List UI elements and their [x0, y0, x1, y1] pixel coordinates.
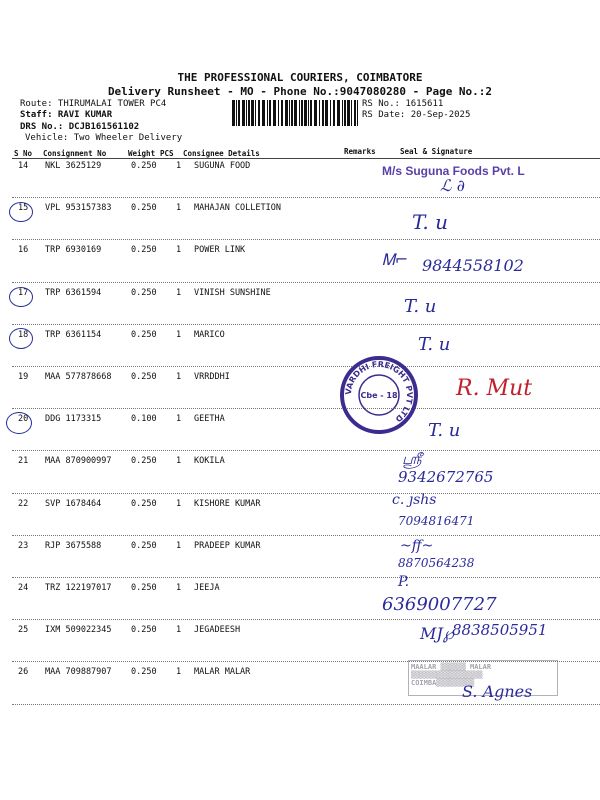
col-pcs: PCS	[160, 149, 174, 158]
row-pcs: 1	[176, 287, 182, 298]
row-pcs: 1	[176, 329, 182, 340]
phone-21: 9342672765	[398, 468, 494, 486]
row-divider	[12, 366, 600, 367]
row-sno: 19	[18, 372, 29, 382]
document-title: THE PROFESSIONAL COURIERS, COIMBATORE	[177, 71, 423, 84]
signature-21-icon: ஸ்ரீ	[402, 450, 422, 468]
svg-text:VARDHI FREIGHT PVT LTD: VARDHI FREIGHT PVT LTD	[343, 359, 415, 424]
row-consignee: MARICO	[194, 329, 225, 340]
row-consignment: TRZ 122197017	[45, 583, 112, 593]
row-weight: 0.250	[131, 287, 157, 298]
phone-25: 8838505951	[452, 621, 548, 639]
row-pcs: 1	[176, 372, 182, 382]
name-24: P.	[398, 574, 410, 590]
staff-label: Staff: RAVI KUMAR	[20, 110, 113, 120]
row-pcs: 1	[176, 540, 182, 551]
signature-22-icon: c. ȷshs	[392, 492, 437, 508]
drs-label: DRS No.: DCJB161561102	[20, 122, 140, 132]
row-sno: 16	[18, 245, 29, 256]
sign-26: S. Agnes	[462, 682, 533, 701]
sign-tu-15: T. u	[412, 210, 448, 234]
row-consignment: MAA 577878668	[45, 372, 112, 382]
row-sno: 23	[18, 540, 29, 551]
row-weight: 0.250	[131, 498, 157, 509]
row-sno: 21	[18, 456, 29, 467]
row-weight: 0.250	[131, 667, 157, 678]
row-divider	[12, 493, 600, 494]
row-sno: 25	[18, 625, 29, 636]
row-consignment: NKL 3625129	[45, 161, 102, 171]
signature-23-icon: ~ff~	[400, 538, 434, 554]
sign-r-mut: R. Mut	[456, 376, 533, 401]
row-sno: 26	[18, 667, 29, 678]
sno-circle-20	[6, 412, 32, 434]
row-consignee: KISHORE KUMAR	[194, 498, 261, 509]
row-sno: 22	[18, 498, 29, 509]
row-pcs: 1	[176, 667, 182, 678]
col-consignee: Consignee Details	[183, 149, 260, 158]
row-weight: 0.250	[131, 540, 157, 551]
suguna-stamp: M/s Suguna Foods Pvt. L	[382, 164, 525, 178]
row-consignment: RJP 3675588	[45, 540, 102, 551]
row-consignee: POWER LINK	[194, 245, 246, 256]
row-pcs: 1	[176, 625, 182, 636]
row-consignment: SVP 1678464	[45, 498, 102, 509]
row-sno: 17	[18, 287, 29, 298]
row-consignee: SUGUNA FOOD	[194, 161, 251, 171]
row-weight: 0.250	[131, 456, 157, 467]
row-divider	[12, 535, 600, 536]
row-consignee: MALAR MALAR	[194, 667, 251, 678]
header-divider	[12, 158, 600, 159]
row-sno: 15	[18, 203, 29, 214]
phone-22: 7094816471	[398, 514, 475, 528]
signature-25-icon: MJ℘	[420, 624, 454, 643]
sign-tu-18: T. u	[418, 334, 451, 355]
faded-rect-stamp: MAALAR ▒▒▒▒▒▒ MALAR ▒▒▒▒▒▒▒▒▒▒▒▒▒▒▒▒▒ COIMBA▒▒▒▒▒▒▒▒▒	[408, 660, 558, 696]
vehicle-label: Vehicle: Two Wheeler Delivery	[25, 133, 183, 143]
row-consignee: PRADEEP KUMAR	[194, 540, 261, 551]
row-weight: 0.250	[131, 625, 157, 636]
row-weight: 0.250	[131, 583, 157, 593]
sno-circle-18	[9, 328, 33, 349]
phone-23: 8870564238	[398, 556, 475, 570]
row-sno: 14	[18, 161, 29, 171]
row-pcs: 1	[176, 456, 182, 467]
row-consignee: VRRDDHI	[194, 372, 230, 382]
sign-tu-17: T. u	[404, 296, 437, 317]
row-pcs: 1	[176, 203, 182, 214]
row-weight: 0.250	[131, 203, 157, 214]
row-consignee: JEGADEESH	[194, 625, 241, 636]
row-consignment: TRP 6361594	[45, 287, 102, 298]
row-consignment: MAA 709887907	[45, 667, 112, 678]
sign-tu-20: T. u	[428, 420, 461, 441]
row-consignee: GEETHA	[194, 414, 225, 425]
row-divider	[12, 577, 600, 578]
document-subtitle: Delivery Runsheet - MO - Phone No.:9047080280 - Page No.:2	[107, 85, 493, 98]
row-consignment: IXM 509022345	[45, 625, 112, 636]
col-consignment: Consignment No	[43, 149, 107, 158]
phone-16: 9844558102	[422, 256, 524, 275]
row-consignee: VINISH SUNSHINE	[194, 287, 271, 298]
col-weight: Weight	[128, 149, 156, 158]
sno-circle-15	[9, 202, 33, 222]
rs-date: RS Date: 20-Sep-2025	[362, 110, 471, 120]
row-weight: 0.250	[131, 329, 157, 340]
row-consignment: TRP 6361154	[45, 329, 102, 340]
rs-number: RS No.: 1615611	[362, 99, 444, 109]
row-consignment: DDG 1173315	[45, 414, 102, 425]
row-weight: 0.100	[131, 414, 157, 425]
signature-16-icon: Ꮇ⌐	[382, 250, 409, 269]
row-pcs: 1	[176, 583, 182, 593]
row-sno: 20	[18, 414, 29, 425]
row-consignee: MAHAJAN COLLETION	[194, 203, 281, 214]
row-divider	[12, 282, 600, 283]
row-divider	[12, 408, 600, 409]
route-label: Route: THIRUMALAI TOWER PC4	[20, 99, 167, 109]
row-consignee: KOKILA	[194, 456, 225, 467]
row-divider	[12, 197, 600, 198]
row-divider	[12, 704, 600, 705]
row-divider	[12, 239, 600, 240]
row-consignment: MAA 870900997	[45, 456, 112, 467]
svg-text:Cbe - 18: Cbe - 18	[360, 391, 398, 400]
row-pcs: 1	[176, 414, 182, 425]
col-seal: Seal & Signature	[400, 147, 473, 156]
row-pcs: 1	[176, 245, 182, 256]
row-consignment: VPL 953157383	[45, 203, 112, 214]
barcode-image	[232, 100, 358, 126]
row-sno: 24	[18, 583, 29, 593]
row-consignee: JEEJA	[194, 583, 220, 593]
row-pcs: 1	[176, 498, 182, 509]
row-divider	[12, 324, 600, 325]
row-divider	[12, 450, 600, 451]
row-pcs: 1	[176, 161, 182, 171]
phone-24: 6369007727	[382, 594, 497, 615]
vardhi-round-stamp	[340, 356, 418, 434]
row-weight: 0.250	[131, 161, 157, 171]
row-weight: 0.250	[131, 245, 157, 256]
row-consignment: TRP 6930169	[45, 245, 102, 256]
sno-circle-17	[9, 287, 33, 307]
row-sno: 18	[18, 329, 29, 340]
row-weight: 0.250	[131, 372, 157, 382]
col-sno: S No	[14, 149, 33, 158]
signature-14-icon: ℒ ∂	[440, 176, 465, 195]
col-remarks: Remarks	[344, 147, 376, 156]
